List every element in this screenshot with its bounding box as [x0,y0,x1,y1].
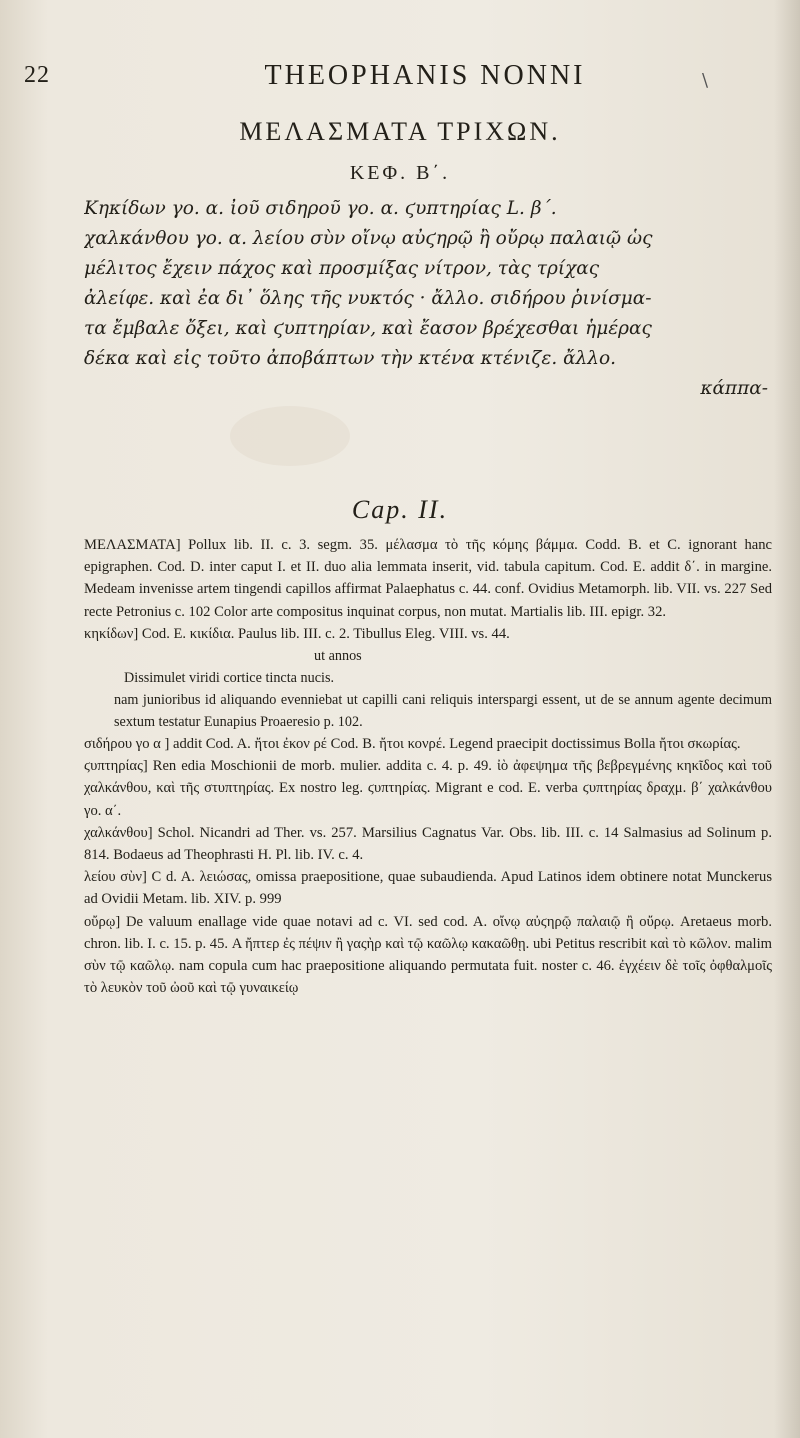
note-text: C d. A. λειώσας, omissa praepositione, quae subaudienda. Apud Latinos idem obtinere notat Munckerus ad Ovidii Metam. lib. XIV. p. 999 [84,869,773,908]
note [84,911,772,1000]
running-title: THEOPHANIS NONNI [264,60,586,91]
greek-line: δέκα καὶ εἰς τοῦτο ἀποβάπτων τὴν κτένα κτένιζε. ἄλλο. [84,348,617,369]
greek-line: μέλιτος ἔχειν πάχος καὶ προσμίξας νίτρον, τὰς τρίχας [84,258,600,279]
page-edge-shadow [774,0,800,1438]
note-lemma: κηκίδων] [84,625,139,642]
cap-heading: Cap. II. [351,495,449,524]
note-text: Cod. E. κικίδια. Paulus lib. III. c. 2. Tibullus Eleg. VIII. vs. 44. [141,625,510,642]
quote-line: Dissimulet viridi cortice tincta nucis. [124,670,335,687]
greek-title: ΜΕΛΑΣΜΑΤΑ ΤΡΙΧΩΝ. [239,117,561,146]
note-lemma: οὔρῳ] [84,913,121,930]
note-text: De valuum enallage vide quae notavi ad c. VI. sed cod. A. οἴνῳ αὐϛηρῷ παλαιῷ ἢ οὔρῳ. Aretaeus morb. chron. lib. I. c. 15. p. 45. Α ἤπτερ ἐς πέψιν ἢ γαςὴρ καὶ τῷ καῶλῳ κακαῶθῃ. ubi Petitus rescribit καὶ τὸ κῶλον. malim σὺν τῷ καῶλῳ. nam copula cum hac praepositione aliquando permutata fuit. noster c. 46. ἐγχέειν δὲ τοῖς ὀφθαλμοῖς τὸ λευκὸν τοῦ ὠοῦ καὶ τῷ γυναικείῳ [84,913,772,997]
note-text: Pollux lib. II. c. 3. segm. 35. μέλασμα τὸ τῆς κόμης βάμμα. Codd. B. et C. ignorant hanc epigraphen. Cod. D. inter caput I. et II. duo alia lemmata inserit, vid. tabula capitum. Cod. E. addit δ΄. in margine. Medeam invenisse artem tingendi capillos affirmat Palaephatus c. 44. conf. Ovidius Metamorph. lib. VII. vs. 227 Sed recte Petronius c. 102 Color arte compositus inquinat corpus, non mutat. Martialis lib. III. epigr. 32. [84,537,772,620]
note [84,866,772,910]
paper-stain [230,406,350,466]
running-head [0,60,800,100]
note [84,822,772,866]
greek-line: Κηκίδων γο. α. ἰοῦ σιδηροῦ γο. α. ϛυπτηρίας L. β΄. [84,198,557,219]
greek-text [84,194,768,404]
note-text: Ren edia Moschionii de morb. mulier. addita c. 4. p. 49. ἰὸ ἀφεψημα τῆς βεβρεγμένης κηκῖδος καὶ τοῦ χαλκάνθου, καὶ τῆς στυπτηρίας. Ex nostro leg. ϛυπτηρίας. Migrant e cod. E. verba ϛυπτηρίας δραχμ. β΄ χαλκάνθου γο. α΄. [84,758,772,819]
page-number: 22 [24,62,50,88]
head-mark: \ [702,70,709,91]
chapter-heading: ΚΕΦ. Β΄. [349,162,451,184]
note [84,534,772,623]
note-lemma: ΜΕΛΑΣΜΑΤΑ] [84,537,181,553]
note-text: Schol. Nicandri ad Ther. vs. 257. Marsilius Cagnatus Var. Obs. lib. III. c. 14 Salmasius ad Solinum p. 814. Bodaeus ad Theophrasti H. Pl. lib. IV. c. 4. [84,824,772,864]
greek-line: χαλκάνθου γο. α. λείου σὺν οἴνῳ αὐϛηρῷ ἢ οὔρῳ παλαιῷ ὡς [84,228,653,249]
greek-line: ἀλείφε. καὶ ἐα δι᾽ ὅλης τῆς νυκτός · ἄλλο. σιδήρου ῥινίσμα- [84,288,652,309]
greek-line: τα ἔμβαλε ὄξει, καὶ ϛυπτηρίαν, καὶ ἔασον βρέχεσθαι ἡμέρας [84,318,652,339]
note-text: addit Cod. A. ἤτοι ἐκον ρέ Cod. B. ἤτοι κονρέ. Legend praecipit doctissimus Bolla ἤτοι σκωρίας. [172,736,741,753]
note-lemma: σιδήρου γο α ] [84,736,170,753]
commentary-notes [84,534,772,999]
note [84,755,772,822]
quote-line: ut annos [314,648,362,665]
greek-line-last: κάππα- [700,378,768,399]
note-lemma: λείου σὺν] [84,869,147,886]
note-lemma: ϛυπτηρίας] [84,758,148,775]
quote-body: nam junioribus id aliquando evenniebat ut capilli cani reliquis interspargi essent, ut de se annum agente decimum sextum testatur Eunapius Proaeresio p. 102. [114,692,772,731]
note [84,733,772,755]
note [84,623,772,645]
note-lemma: χαλκάνθου] [84,824,153,841]
quotation [84,645,772,733]
